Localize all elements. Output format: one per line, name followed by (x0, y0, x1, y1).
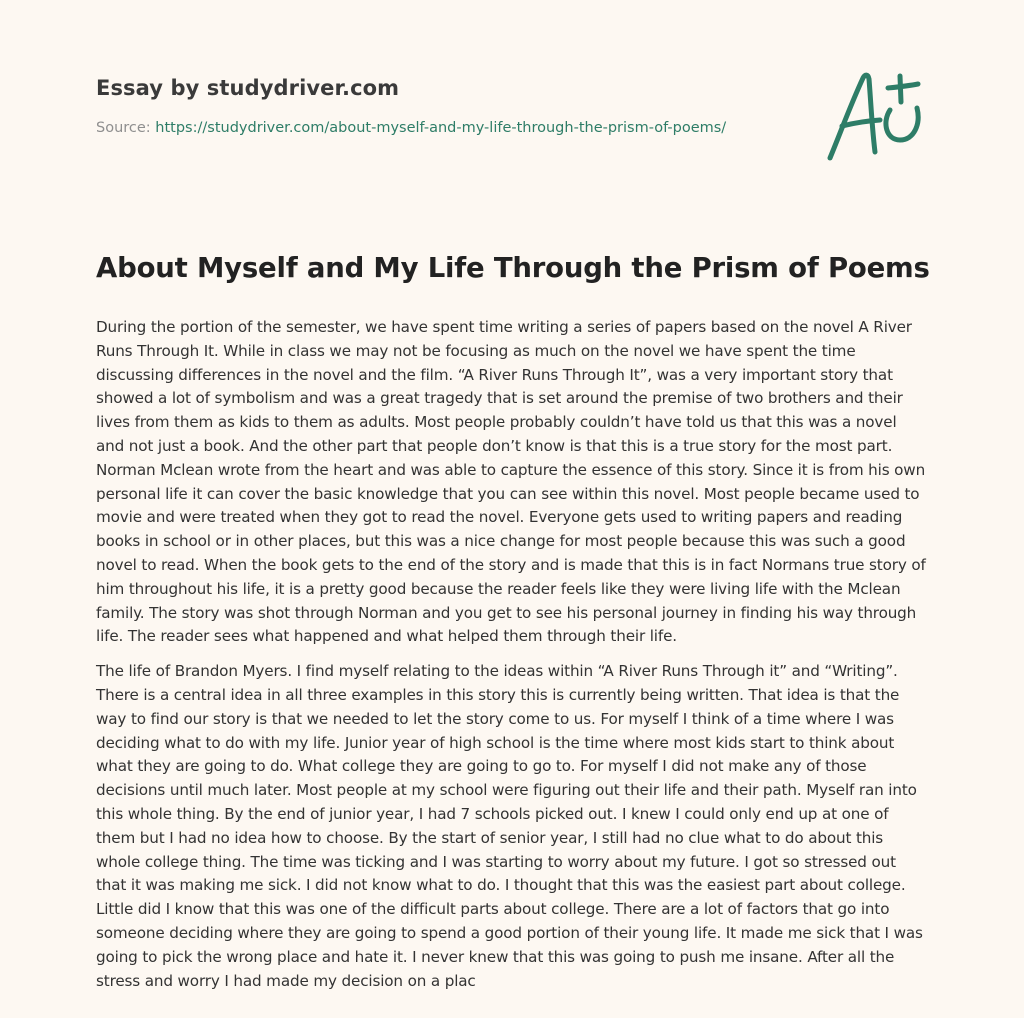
source-line (96, 120, 796, 136)
a-plus-logo-icon (820, 66, 930, 166)
essay-title: About Myself and My Life Through the Prism of Poems (96, 252, 930, 284)
essay-paragraph: The life of Brandon Myers. I find myself relating to the ideas within “A River Runs Through it” and “Writing”. There is a central idea in all three examples in this story this is currently being written. That idea is that the way to find our story is that we needed to let the story come to us. For myself I think of a time where I was deciding what to do with my life. Junior year of high school is the time where most kids start to think about what they are going to do. What college they are going to go to. For myself I did not make any of those decisions until much later. Most people at my school were figuring out their life and their path. Myself ran into this whole thing. By the end of junior year, I had 7 schools picked out. I knew I could only end up at one of them but I had no idea how to choose. By the start of senior year, I still had no clue what to do about this whole college thing. The time was ticking and I was starting to worry about my future. I got so stressed out that it was making me sick. I did not know what to do. I thought that this was the easiest part about college. Little did I know that this was one of the difficult parts about college. There are a lot of factors that go into someone deciding where they are going to spend a good portion of their young life. It made me sick that I was going to pick the wrong place and hate it. I never knew that this was going to push me insane. After all the stress and worry I had made my decision on a plac (96, 662, 923, 990)
site-title: Essay by studydriver.com (96, 76, 400, 100)
source-label: Source: (96, 120, 151, 136)
source-link[interactable]: https://studydriver.com/about-myself-and-my-life-through-the-prism-of-poems/ (155, 120, 727, 136)
a-plus-logo (820, 66, 930, 166)
essay-body (96, 316, 928, 1004)
essay-paragraph: During the portion of the semester, we have spent time writing a series of papers based on the novel A River Runs Through It. While in class we may not be focusing as much on the novel we have spent the time discussing differences in the novel and the film. “A River Runs Through It”, was a very important story that showed a lot of symbolism and was a great tragedy that is set around the premise of two brothers and their lives from them as kids to them as adults. Most people probably couldn’t have told us that this was a novel and not just a book. And the other part that people don’t know is that this is a true story for the most part. Norman Mclean wrote from the heart and was able to capture the essence of this story. Since it is from his own personal life it can cover the basic knowledge that you can see within this novel. Most people became used to movie and were treated when they got to read the novel. Everyone gets used to writing papers and reading books in school or in other places, but this was a nice change for most people because this was such a good novel to read. When the book gets to the end of the story and is made that this is in fact Normans true story of him throughout his life, it is a pretty good because the reader feels like they were living life with the Mclean family. The story was shot through Norman and you get to see his personal journey in finding his way through life. The reader sees what happened and what helped them through their life. (96, 318, 926, 646)
header (96, 76, 796, 136)
